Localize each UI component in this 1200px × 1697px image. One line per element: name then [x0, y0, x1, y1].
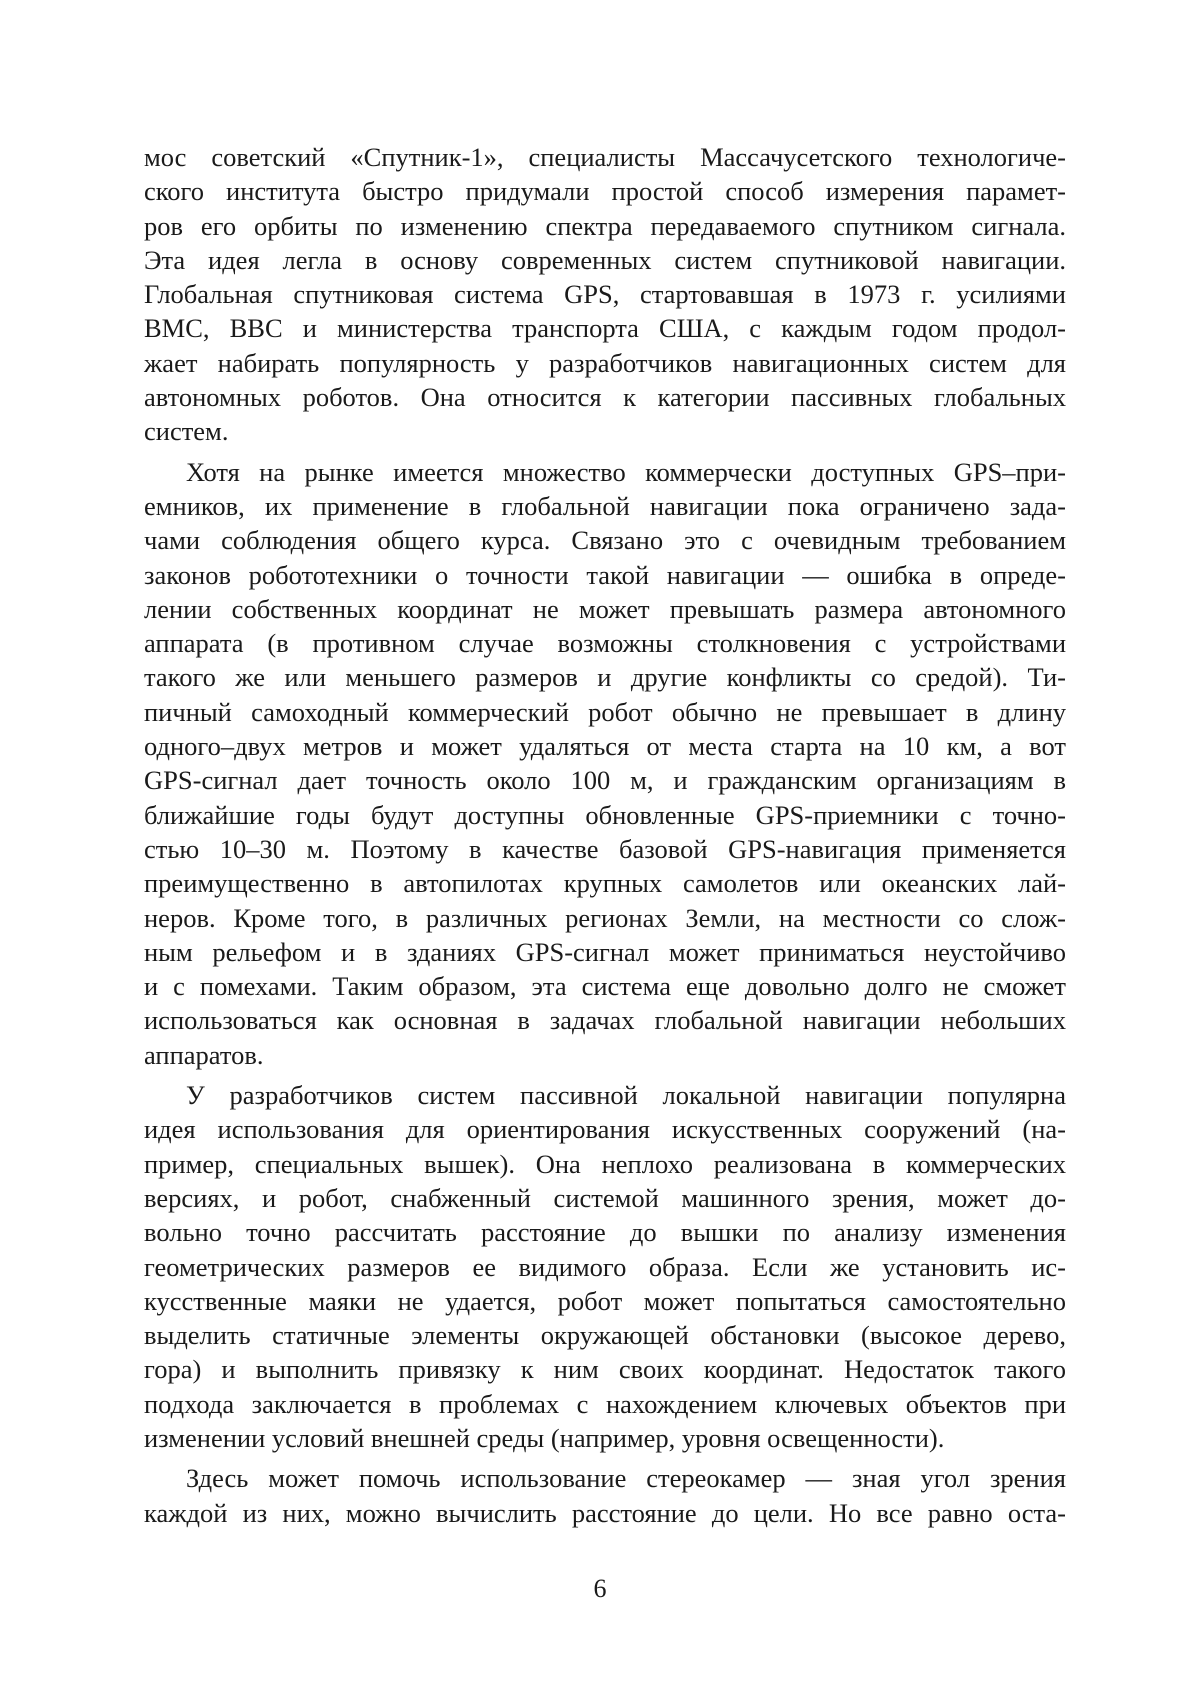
paragraph [144, 455, 1066, 1072]
text-line: кусственные маяки не удается, робот может попытаться самостоятельно [144, 1285, 1066, 1316]
text-line: ского института быстро придумали простой способ измерения парамет- [144, 176, 1066, 207]
text-line: GPS-сигнал дает точность около 100 м, и гражданским организациям в [144, 765, 1066, 796]
text-line: У разработчиков систем пассивной локальной навигации популярна [186, 1080, 1066, 1111]
text-line: емников, их применение в глобальной навигации пока ограничено зада- [144, 490, 1066, 521]
text-line: такого же или меньшего размеров и другие конфликты со средой). Ти- [144, 662, 1066, 693]
text-line: Глобальная спутниковая система GPS, стартовавшая в 1973 г. усилиями [144, 279, 1066, 310]
text-line: стью 10–30 м. Поэтому в качестве базовой GPS-навигация применяется [144, 833, 1066, 864]
text-line: и с помехами. Таким образом, эта система еще довольно долго не сможет [144, 971, 1066, 1002]
paragraph [144, 1078, 1066, 1455]
text-line: законов робототехники о точности такой навигации — ошибка в опреде- [144, 559, 1066, 590]
text-line: Здесь может помочь использование стереокамер — зная угол зрения [186, 1463, 1066, 1494]
text-line: гора) и выполнить привязку к ним своих координат. Недостаток такого [144, 1354, 1066, 1385]
text-line: пример, специальных вышек). Она неплохо реализована в коммерческих [144, 1148, 1066, 1179]
text-line: жает набирать популярность у разработчиков навигационных систем для [144, 347, 1066, 378]
text-line: аппаратов. [144, 1039, 264, 1070]
text-line: систем. [144, 416, 229, 447]
text-line: версиях, и робот, снабженный системой машинного зрения, может до- [144, 1182, 1066, 1213]
text-line: ров его орбиты по изменению спектра передаваемого спутником сигнала. [144, 210, 1066, 241]
text-line: выделить статичные элементы окружающей обстановки (высокое дерево, [144, 1320, 1066, 1351]
text-line: идея использования для ориентирования искусственных сооружений (на- [144, 1114, 1066, 1145]
text-line: чами соблюдения общего курса. Связано это с очевидным требованием [144, 525, 1066, 556]
text-line: неров. Кроме того, в различных регионах Земли, на местности со слож- [144, 902, 1066, 933]
text-line: одного–двух метров и может удаляться от места старта на 10 км, а вот [144, 731, 1066, 762]
text-line: геометрических размеров ее видимого образа. Если же установить ис- [144, 1251, 1066, 1282]
text-line: Хотя на рынке имеется множество коммерчески доступных GPS–при- [186, 456, 1066, 487]
text-line: подхода заключается в проблемах с нахождением ключевых объектов при [144, 1388, 1066, 1419]
text-line: каждой из них, можно вычислить расстояние до цели. Но все равно оста- [144, 1497, 1066, 1528]
text-line: изменении условий внешней среды (например, уровня освещенности). [144, 1422, 945, 1453]
paragraph [144, 1461, 1066, 1530]
text-line: пичный самоходный коммерческий робот обычно не превышает в длину [144, 696, 1066, 727]
paragraph [144, 140, 1066, 449]
text-line: ближайшие годы будут доступны обновленные GPS-приемники с точно- [144, 799, 1066, 830]
text-line: лении собственных координат не может превышать размера автономного [144, 593, 1066, 624]
text-line: вольно точно рассчитать расстояние до вышки по анализу изменения [144, 1217, 1066, 1248]
text-line: Эта идея легла в основу современных систем спутниковой навигации. [144, 244, 1066, 275]
text-line: мос советский «Спутник-1», специалисты Массачусетского технологиче- [144, 142, 1066, 172]
text-line: аппарата (в противном случае возможны столкновения с устройствами [144, 628, 1066, 659]
page-number: 6 [593, 1574, 607, 1603]
text-line: преимущественно в автопилотах крупных самолетов или океанских лай- [144, 868, 1066, 899]
text-line: автономных роботов. Она относится к категории пассивных глобальных [144, 382, 1066, 413]
body-text [144, 140, 1066, 1536]
text-line: ным рельефом и в зданиях GPS-сигнал может приниматься неустойчиво [144, 936, 1066, 967]
text-line: ВМС, ВВС и министерства транспорта США, с каждым годом продол- [144, 313, 1066, 344]
text-line: использоваться как основная в задачах глобальной навигации небольших [144, 1005, 1066, 1036]
